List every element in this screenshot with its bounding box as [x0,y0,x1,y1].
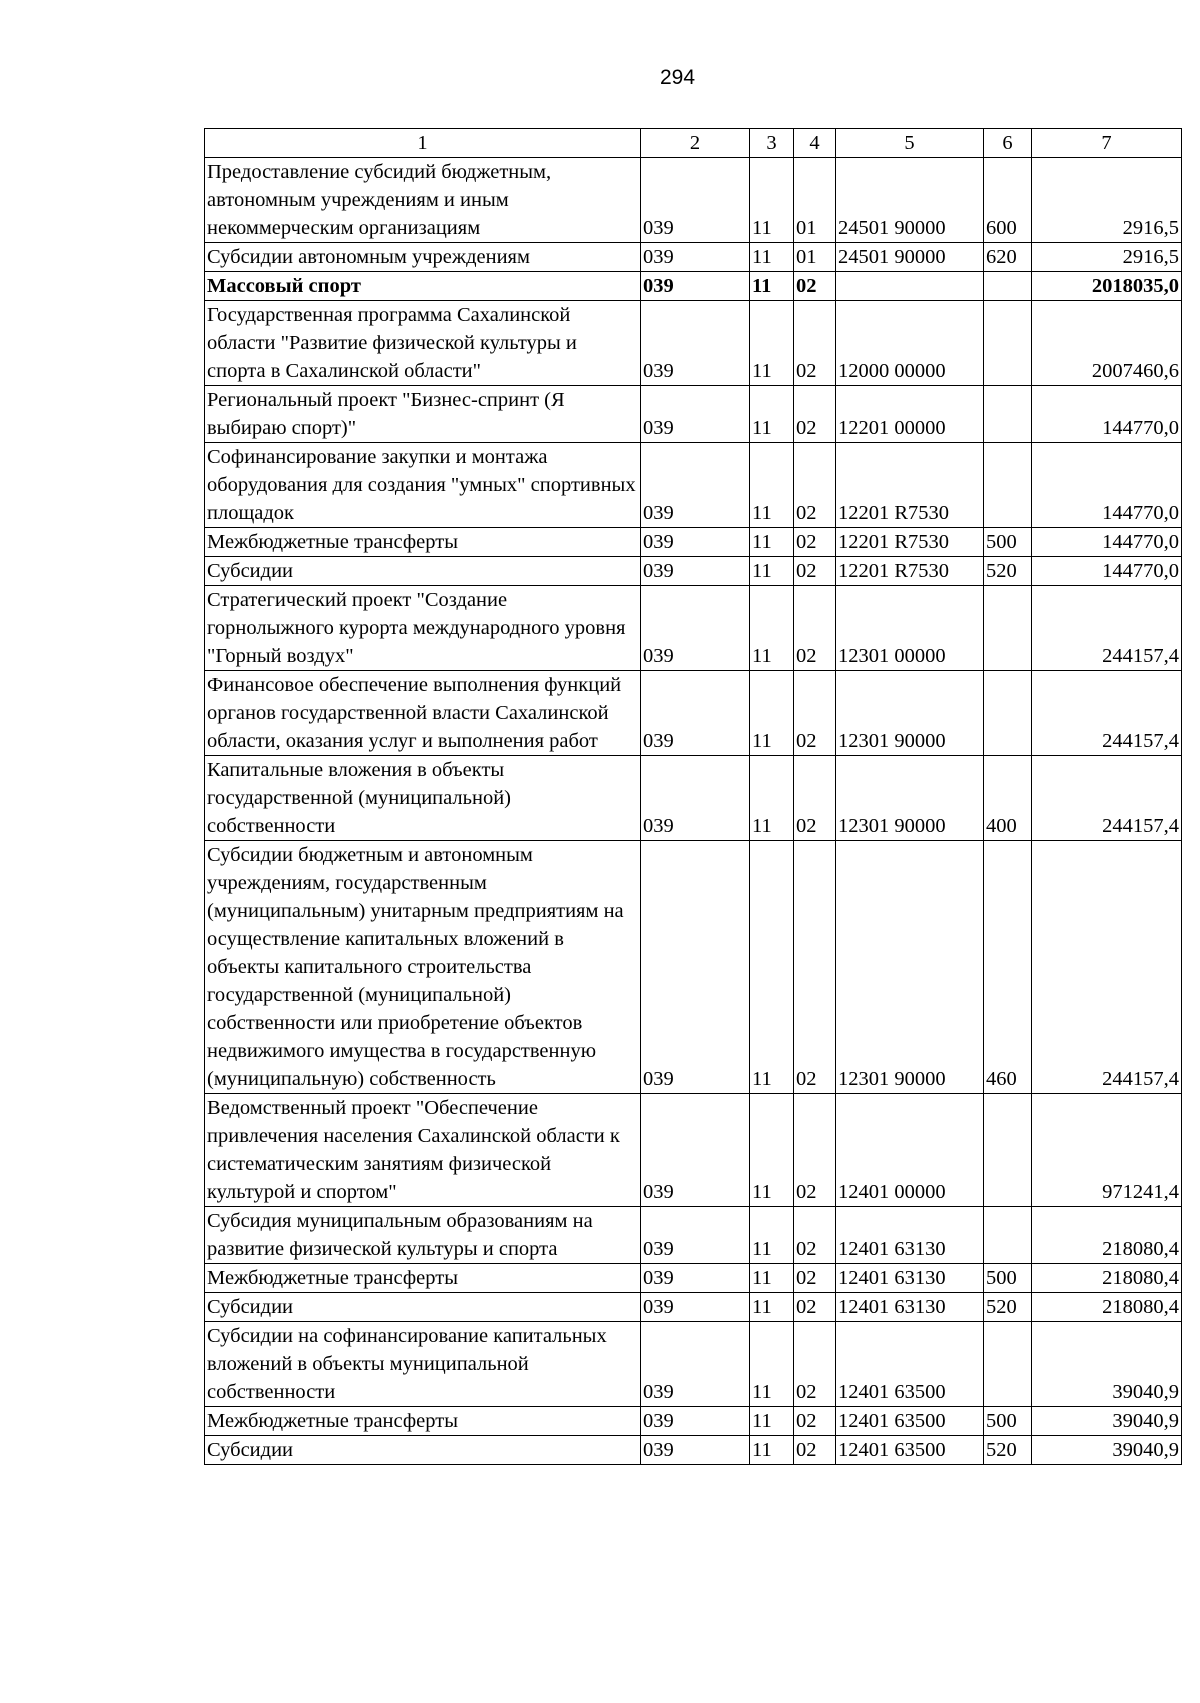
expense-type-cell [984,443,1032,528]
table-row [205,528,1182,557]
table-row [205,272,1182,301]
row-name-cell: Софинансирование закупки и монтажа оборудования для создания "умных" спортивных площадок [205,443,641,528]
table-row [205,1094,1182,1207]
section-code-cell: 11 [750,528,794,557]
ministry-code-cell: 039 [641,1407,750,1436]
expense-type-cell: 520 [984,1436,1032,1465]
target-article-cell: 12301 90000 [836,756,984,841]
ministry-code-cell: 039 [641,756,750,841]
amount-cell: 244157,4 [1032,756,1182,841]
subsection-code-cell: 02 [794,1207,836,1264]
section-code-cell: 11 [750,272,794,301]
row-name-cell: Массовый спорт [205,272,641,301]
expense-type-cell [984,301,1032,386]
column-header: 5 [836,129,984,158]
ministry-code-cell: 039 [641,272,750,301]
ministry-code-cell: 039 [641,557,750,586]
subsection-code-cell: 02 [794,756,836,841]
expense-type-cell [984,1207,1032,1264]
row-name-cell: Капитальные вложения в объекты государственной (муниципальной) собственности [205,756,641,841]
target-article-cell: 12301 00000 [836,586,984,671]
section-code-cell: 11 [750,301,794,386]
subsection-code-cell: 02 [794,557,836,586]
subsection-code-cell: 02 [794,301,836,386]
amount-cell: 218080,4 [1032,1207,1182,1264]
expense-type-cell: 500 [984,528,1032,557]
subsection-code-cell: 02 [794,443,836,528]
amount-cell: 39040,9 [1032,1436,1182,1465]
row-name-cell: Субсидии [205,1436,641,1465]
amount-cell: 218080,4 [1032,1264,1182,1293]
ministry-code-cell: 039 [641,671,750,756]
amount-cell: 218080,4 [1032,1293,1182,1322]
target-article-cell: 12301 90000 [836,841,984,1094]
row-name-cell: Субсидия муниципальным образованиям на развитие физической культуры и спорта [205,1207,641,1264]
ministry-code-cell: 039 [641,1207,750,1264]
target-article-cell: 12301 90000 [836,671,984,756]
target-article-cell: 12201 R7530 [836,557,984,586]
section-code-cell: 11 [750,671,794,756]
expense-type-cell [984,671,1032,756]
subsection-code-cell: 02 [794,1264,836,1293]
subsection-code-cell: 02 [794,841,836,1094]
table-row [205,586,1182,671]
expense-type-cell: 520 [984,557,1032,586]
subsection-code-cell: 01 [794,158,836,243]
table-row [205,1322,1182,1407]
page-number: 294 [659,66,696,89]
target-article-cell: 12201 00000 [836,386,984,443]
target-article-cell: 12401 63130 [836,1293,984,1322]
target-article-cell: 12401 63500 [836,1322,984,1407]
ministry-code-cell: 039 [641,1293,750,1322]
table-row [205,1436,1182,1465]
subsection-code-cell: 02 [794,586,836,671]
subsection-code-cell: 02 [794,386,836,443]
table-row [205,1264,1182,1293]
expense-type-cell: 600 [984,158,1032,243]
table-row [205,671,1182,756]
table-row [205,1407,1182,1436]
amount-cell: 39040,9 [1032,1322,1182,1407]
ministry-code-cell: 039 [641,841,750,1094]
section-code-cell: 11 [750,158,794,243]
target-article-cell: 12401 63130 [836,1264,984,1293]
row-name-cell: Предоставление субсидий бюджетным, автономным учреждениям и иным некоммерческим организациям [205,158,641,243]
ministry-code-cell: 039 [641,386,750,443]
table-row [205,557,1182,586]
ministry-code-cell: 039 [641,528,750,557]
row-name-cell: Субсидии автономным учреждениям [205,243,641,272]
subsection-code-cell: 01 [794,243,836,272]
table-row [205,443,1182,528]
ministry-code-cell: 039 [641,301,750,386]
expense-type-cell [984,1322,1032,1407]
ministry-code-cell: 039 [641,243,750,272]
subsection-code-cell: 02 [794,1436,836,1465]
expense-type-cell: 460 [984,841,1032,1094]
section-code-cell: 11 [750,386,794,443]
expense-type-cell: 500 [984,1264,1032,1293]
section-code-cell: 11 [750,1436,794,1465]
section-code-cell: 11 [750,1207,794,1264]
section-code-cell: 11 [750,1094,794,1207]
section-code-cell: 11 [750,756,794,841]
subsection-code-cell: 02 [794,272,836,301]
row-name-cell: Субсидии на софинансирование капитальных вложений в объекты муниципальной собственности [205,1322,641,1407]
row-name-cell: Межбюджетные трансферты [205,1264,641,1293]
target-article-cell: 12401 63130 [836,1207,984,1264]
target-article-cell: 24501 90000 [836,243,984,272]
section-code-cell: 11 [750,443,794,528]
section-code-cell: 11 [750,1264,794,1293]
amount-cell: 244157,4 [1032,671,1182,756]
subsection-code-cell: 02 [794,1407,836,1436]
expense-type-cell: 620 [984,243,1032,272]
ministry-code-cell: 039 [641,443,750,528]
target-article-cell: 12000 00000 [836,301,984,386]
target-article-cell: 12401 00000 [836,1094,984,1207]
row-name-cell: Региональный проект "Бизнес-спринт (Я выбираю спорт)" [205,386,641,443]
ministry-code-cell: 039 [641,1436,750,1465]
section-code-cell: 11 [750,1407,794,1436]
section-code-cell: 11 [750,243,794,272]
column-header: 1 [205,129,641,158]
amount-cell: 144770,0 [1032,557,1182,586]
amount-cell: 244157,4 [1032,586,1182,671]
column-header: 4 [794,129,836,158]
expense-type-cell [984,586,1032,671]
row-name-cell: Субсидии [205,1293,641,1322]
row-name-cell: Межбюджетные трансферты [205,1407,641,1436]
ministry-code-cell: 039 [641,1264,750,1293]
expense-type-cell [984,272,1032,301]
ministry-code-cell: 039 [641,158,750,243]
subsection-code-cell: 02 [794,1094,836,1207]
expense-type-cell [984,386,1032,443]
target-article-cell [836,272,984,301]
column-header: 2 [641,129,750,158]
section-code-cell: 11 [750,586,794,671]
subsection-code-cell: 02 [794,528,836,557]
expense-type-cell: 500 [984,1407,1032,1436]
amount-cell: 244157,4 [1032,841,1182,1094]
ministry-code-cell: 039 [641,1094,750,1207]
expense-type-cell [984,1094,1032,1207]
target-article-cell: 12401 63500 [836,1436,984,1465]
table-row [205,386,1182,443]
amount-cell: 2916,5 [1032,243,1182,272]
row-name-cell: Межбюджетные трансферты [205,528,641,557]
row-name-cell: Ведомственный проект "Обеспечение привлечения населения Сахалинской области к систематическим занятиям физической культурой и спортом" [205,1094,641,1207]
budget-table [204,128,1182,1465]
section-code-cell: 11 [750,557,794,586]
ministry-code-cell: 039 [641,586,750,671]
section-code-cell: 11 [750,1322,794,1407]
amount-cell: 144770,0 [1032,528,1182,557]
amount-cell: 2916,5 [1032,158,1182,243]
amount-cell: 971241,4 [1032,1094,1182,1207]
expense-type-cell: 520 [984,1293,1032,1322]
row-name-cell: Стратегический проект "Создание горнолыжного курорта международного уровня "Горный воздух" [205,586,641,671]
table-row [205,1207,1182,1264]
column-header: 7 [1032,129,1182,158]
table-header-row [205,129,1182,158]
column-header: 3 [750,129,794,158]
row-name-cell: Финансовое обеспечение выполнения функций органов государственной власти Сахалинской области, оказания услуг и выполнения работ [205,671,641,756]
table-row [205,243,1182,272]
amount-cell: 2018035,0 [1032,272,1182,301]
table-row [205,301,1182,386]
ministry-code-cell: 039 [641,1322,750,1407]
table-row [205,158,1182,243]
target-article-cell: 12401 63500 [836,1407,984,1436]
subsection-code-cell: 02 [794,1322,836,1407]
section-code-cell: 11 [750,841,794,1094]
target-article-cell: 12201 R7530 [836,443,984,528]
subsection-code-cell: 02 [794,1293,836,1322]
column-header: 6 [984,129,1032,158]
amount-cell: 144770,0 [1032,443,1182,528]
table-row [205,841,1182,1094]
target-article-cell: 12201 R7530 [836,528,984,557]
row-name-cell: Субсидии [205,557,641,586]
amount-cell: 144770,0 [1032,386,1182,443]
row-name-cell: Субсидии бюджетным и автономным учреждениям, государственным (муниципальным) унитарным предприятиям на осуществление капитальных вложений в объекты капитального строительства государственной (муниципальной) собственности или приобретение объектов недвижимого имущества в государственную (муниципальную) собственность [205,841,641,1094]
section-code-cell: 11 [750,1293,794,1322]
expense-type-cell: 400 [984,756,1032,841]
amount-cell: 2007460,6 [1032,301,1182,386]
target-article-cell: 24501 90000 [836,158,984,243]
row-name-cell: Государственная программа Сахалинской области "Развитие физической культуры и спорта в Сахалинской области" [205,301,641,386]
subsection-code-cell: 02 [794,671,836,756]
amount-cell: 39040,9 [1032,1407,1182,1436]
table-row [205,1293,1182,1322]
table-row [205,756,1182,841]
